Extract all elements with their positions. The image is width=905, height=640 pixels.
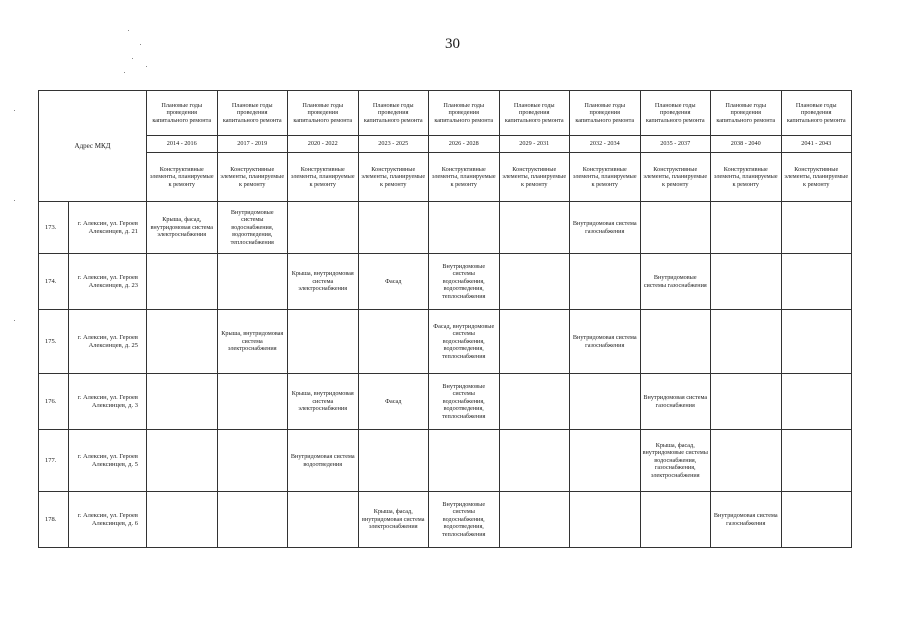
table-row <box>39 492 852 548</box>
repair-cell <box>147 492 218 548</box>
elements-header: Конструктивные элементы, планируемые к ремонту <box>711 153 782 202</box>
elements-header: Конструктивные элементы, планируемые к ремонту <box>288 153 359 202</box>
repair-cell <box>288 202 359 254</box>
repair-cell: Фасад <box>358 254 429 310</box>
planned-years-header: Плановые годы проведения капитального ремонта <box>711 91 782 136</box>
header-row-elements <box>39 153 852 202</box>
repair-cell <box>429 202 500 254</box>
repair-cell <box>358 430 429 492</box>
repair-cell <box>217 430 288 492</box>
header-row-periods <box>39 136 852 153</box>
repair-cell: Крыша, фасад, внутридомовая система электроснабжения <box>147 202 218 254</box>
table-row <box>39 430 852 492</box>
period-header: 2029 - 2031 <box>499 136 570 153</box>
period-header: 2035 - 2037 <box>640 136 711 153</box>
repair-cell: Крыша, внутридомовая система электроснабжения <box>217 310 288 374</box>
repair-cell <box>570 430 641 492</box>
planned-years-header: Плановые годы проведения капитального ремонта <box>640 91 711 136</box>
repair-cell <box>640 202 711 254</box>
row-address: г. Алексин, ул. Героев Алексинцев, д. 3 <box>69 374 147 430</box>
repair-cell <box>217 374 288 430</box>
table-row <box>39 374 852 430</box>
repair-cell: Фасад, внутридомовые системы водоснабжения, водоотведения, теплоснабжения <box>429 310 500 374</box>
row-address: г. Алексин, ул. Героев Алексинцев, д. 6 <box>69 492 147 548</box>
repair-cell <box>217 492 288 548</box>
repair-cell <box>781 430 852 492</box>
elements-header: Конструктивные элементы, планируемые к ремонту <box>640 153 711 202</box>
row-number: 175. <box>39 310 69 374</box>
repair-cell <box>288 492 359 548</box>
repair-cell <box>358 310 429 374</box>
repair-cell <box>147 430 218 492</box>
planned-years-header: Плановые годы проведения капитального ремонта <box>499 91 570 136</box>
period-header: 2026 - 2028 <box>429 136 500 153</box>
repair-cell <box>781 310 852 374</box>
repair-cell <box>288 310 359 374</box>
repair-cell: Внутридомовые системы газоснабжения <box>640 254 711 310</box>
elements-header: Конструктивные элементы, планируемые к ремонту <box>147 153 218 202</box>
repair-cell <box>781 374 852 430</box>
repair-cell <box>499 254 570 310</box>
planned-years-header: Плановые годы проведения капитального ремонта <box>288 91 359 136</box>
planned-years-header: Плановые годы проведения капитального ремонта <box>217 91 288 136</box>
period-header: 2032 - 2034 <box>570 136 641 153</box>
scan-speck <box>132 58 133 59</box>
elements-header: Конструктивные элементы, планируемые к ремонту <box>570 153 641 202</box>
row-number: 176. <box>39 374 69 430</box>
repair-cell: Внутридомовые системы водоснабжения, водоотведения, теплоснабжения <box>429 254 500 310</box>
elements-header: Конструктивные элементы, планируемые к ремонту <box>217 153 288 202</box>
repair-cell: Крыша, фасад, внутридомовая система электроснабжения <box>358 492 429 548</box>
repair-cell: Внутридомовая система газоснабжения <box>640 374 711 430</box>
repair-cell: Внутридомовые системы водоснабжения, водоотведения, теплоснабжения <box>429 492 500 548</box>
elements-header: Конструктивные элементы, планируемые к ремонту <box>499 153 570 202</box>
row-address: г. Алексин, ул. Героев Алексинцев, д. 21 <box>69 202 147 254</box>
repair-cell <box>570 254 641 310</box>
scan-speck <box>146 66 147 67</box>
repair-cell: Внутридомовая система газоснабжения <box>711 492 782 548</box>
elements-header: Конструктивные элементы, планируемые к ремонту <box>358 153 429 202</box>
repair-cell <box>781 254 852 310</box>
repair-cell: Внутридомовая система водоотведения <box>288 430 359 492</box>
header-row-years-label <box>39 91 852 136</box>
repair-cell <box>429 430 500 492</box>
repair-cell: Внутридомовые системы водоснабжения, водоотведения, теплоснабжения <box>429 374 500 430</box>
row-address: г. Алексин, ул. Героев Алексинцев, д. 5 <box>69 430 147 492</box>
planned-years-header: Плановые годы проведения капитального ремонта <box>781 91 852 136</box>
repair-cell: Крыша, фасад, внутридомовые системы водоснабжения, газоснабжения, электроснабжения <box>640 430 711 492</box>
repair-cell <box>147 310 218 374</box>
repair-cell: Крыша, внутридомовая система электроснабжения <box>288 254 359 310</box>
repair-cell <box>499 374 570 430</box>
repair-cell <box>570 374 641 430</box>
repair-cell <box>499 202 570 254</box>
repair-cell <box>711 374 782 430</box>
address-header: Адрес МКД <box>39 91 147 202</box>
repair-cell <box>147 374 218 430</box>
repair-cell: Фасад <box>358 374 429 430</box>
period-header: 2041 - 2043 <box>781 136 852 153</box>
scan-speck <box>14 320 15 321</box>
repair-cell <box>781 202 852 254</box>
elements-header: Конструктивные элементы, планируемые к ремонту <box>781 153 852 202</box>
scan-speck <box>14 200 15 201</box>
repair-cell <box>358 202 429 254</box>
table-row <box>39 310 852 374</box>
planned-years-header: Плановые годы проведения капитального ремонта <box>429 91 500 136</box>
repair-cell: Внутридомовая система газоснабжения <box>570 202 641 254</box>
repair-cell <box>711 202 782 254</box>
row-number: 177. <box>39 430 69 492</box>
repair-cell <box>499 430 570 492</box>
repair-cell: Внутридомовая система газоснабжения <box>570 310 641 374</box>
repair-cell <box>640 310 711 374</box>
scan-speck <box>128 30 129 31</box>
repair-cell <box>147 254 218 310</box>
table-row <box>39 202 852 254</box>
row-number: 173. <box>39 202 69 254</box>
repair-cell: Внутридомовые системы водоснабжения, водоотведения, теплоснабжения <box>217 202 288 254</box>
repair-cell <box>499 310 570 374</box>
repair-cell <box>570 492 641 548</box>
capital-repair-table <box>38 90 852 548</box>
period-header: 2038 - 2040 <box>711 136 782 153</box>
repair-cell <box>711 254 782 310</box>
repair-cell <box>217 254 288 310</box>
scan-speck <box>124 72 125 73</box>
period-header: 2014 - 2016 <box>147 136 218 153</box>
period-header: 2023 - 2025 <box>358 136 429 153</box>
repair-cell <box>781 492 852 548</box>
planned-years-header: Плановые годы проведения капитального ремонта <box>147 91 218 136</box>
table-row <box>39 254 852 310</box>
planned-years-header: Плановые годы проведения капитального ремонта <box>570 91 641 136</box>
period-header: 2020 - 2022 <box>288 136 359 153</box>
repair-cell <box>499 492 570 548</box>
row-address: г. Алексин, ул. Героев Алексинцев, д. 23 <box>69 254 147 310</box>
scan-speck <box>140 44 141 45</box>
repair-cell <box>640 492 711 548</box>
period-header: 2017 - 2019 <box>217 136 288 153</box>
repair-cell: Крыша, внутридомовая система электроснабжения <box>288 374 359 430</box>
row-number: 174. <box>39 254 69 310</box>
scan-speck <box>14 110 15 111</box>
row-number: 178. <box>39 492 69 548</box>
page-number: 30 <box>445 36 460 52</box>
elements-header: Конструктивные элементы, планируемые к ремонту <box>429 153 500 202</box>
repair-cell <box>711 310 782 374</box>
repair-cell <box>711 430 782 492</box>
row-address: г. Алексин, ул. Героев Алексинцев, д. 25 <box>69 310 147 374</box>
planned-years-header: Плановые годы проведения капитального ремонта <box>358 91 429 136</box>
